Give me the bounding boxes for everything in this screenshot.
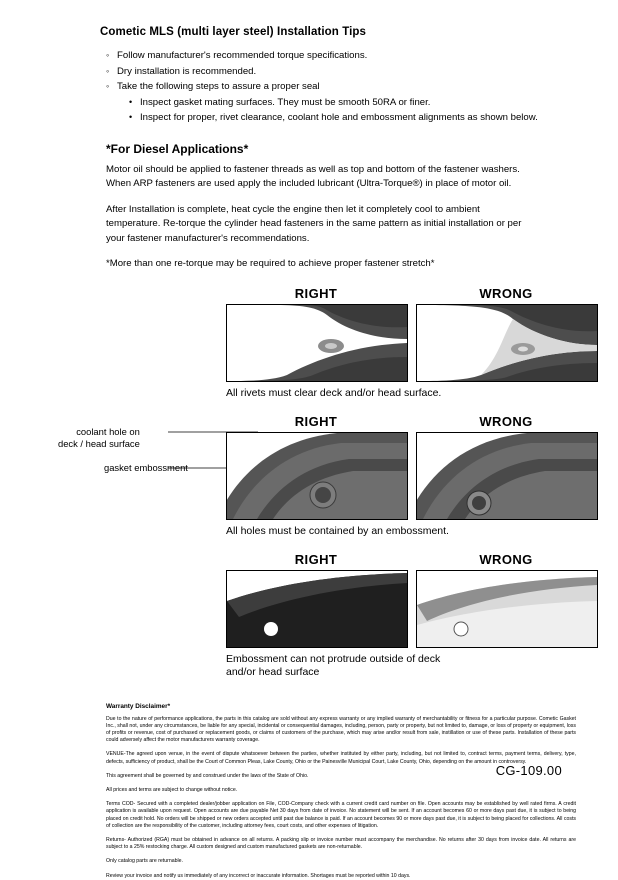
figure-section: [58, 285, 566, 679]
figure-label-right: RIGHT: [294, 551, 338, 567]
figure-group-holes: [58, 413, 566, 538]
figure-label-wrong: WRONG: [479, 551, 533, 567]
annotation-line-2: deck / head surface: [58, 437, 140, 449]
figure-label-right: RIGHT: [294, 413, 338, 429]
figure-right: [226, 286, 406, 382]
figure-caption-holes: All holes must be contained by an embossment.: [226, 524, 449, 537]
tips-sublist: [129, 95, 566, 126]
warranty-paragraph: Due to the nature of performance applications, the parts in this catalog are sold without any express warranty or any implied warranty of merchantability or fitness for a particular purpose. Cometic Gasket Inc., shall not, under any circumstances, be liable for any special, incidental or consequential damages, including, person, party or property, but not limited to, damage, or loss of property or equipment, loss of profits or revenue, cost of purchased or replacement goods, or claims of customers of the purchase, which may arise and/or result from sale, instillation or use of these parts. Installation of these parts could adversely affect the motor manufacturers warranty coverage.: [106, 715, 576, 744]
figure-group-rivets: [226, 286, 566, 400]
caption-line-1: Embossment can not protrude outside of deck: [226, 652, 441, 665]
tips-list: [106, 48, 566, 126]
warranty-paragraph: All prices and terms are subject to change without notice.: [106, 786, 238, 793]
figure-label-wrong: WRONG: [479, 413, 533, 429]
list-item: ◦ Dry installation is recommended.: [106, 64, 566, 80]
figure-right: [226, 552, 406, 648]
page-title: Cometic MLS (multi layer steel) Installation Tips: [100, 26, 367, 38]
warranty-paragraph: VENUE-The agreed upon venue, in the event of dispute whatsoever between the parties, whether instituted by either party, including, but not limited to, contract terms, payment terms, delivery, type, defects, sufficiency of product, shall be the Court of Common Pleas, Lake County, Ohio or the Painesville Municipal Court, Lake County, Ohio, depending on the amount in controversy.: [106, 751, 576, 765]
caption-line-2: and/or head surface: [226, 665, 320, 678]
document-number: CG-109.00: [495, 763, 562, 778]
warranty-paragraph: Review your invoice and notify us immediately of any incorrect or inaccurate information. Shortages must be reported within 10 days.: [106, 872, 411, 879]
warranty-paragraph: Terms COD- Secured with a completed dealer/jobber application on File, COD-Company check with a current credit card number on file. Open accounts may be established by well rated firms. A credit application is available upon request. Open accounts are due payable Net 30 days from date of invoice. No statement will be sent. If an account becomes 60 or more days past due, it is subject to being placed on credit hold. No orders will be shipped or new orders accepted until past due balance is paid. If an account becomes 90 or more days past due, it is subject to being placed for collections. All costs of collection are the responsibility of the customer, including attorney fees, court costs, and other expenses of litigation.: [106, 801, 576, 829]
figure-image-emboss-right: [226, 570, 408, 648]
figure-caption-rivets: All rivets must clear deck and/or head surface.: [226, 386, 442, 399]
list-item-label: Take the following steps to assure a proper seal: [117, 81, 320, 92]
list-item: • Inspect for proper, rivet clearance, coolant hole and embossment alignments as shown below.: [129, 110, 566, 126]
figure-group-embossment: [226, 552, 566, 679]
figure-image-rivet-wrong: [416, 304, 598, 382]
figure-image-hole-right: [226, 432, 408, 520]
warranty-heading: Warranty Disclaimer*: [106, 702, 171, 710]
list-item: [106, 79, 566, 126]
figure-wrong: [416, 414, 596, 520]
figure-image-emboss-wrong: [416, 570, 598, 648]
figure-wrong: [416, 286, 596, 382]
warranty-paragraph: Returns- Authorized (RGA) must be obtained in advance on all returns. A packing slip or invoice number must accompany the merchandise. No returns after 30 days from invoice date. All returns are subject to a 25% restocking charge. All custom designed and custom manufactured gaskets are non-returnable.: [106, 836, 576, 851]
annotation-gasket-embossment: gasket embossment: [104, 461, 188, 473]
paragraph-retorque-note: *More than one re-torque may be required to achieve proper fastener stretch*: [106, 258, 435, 269]
figure-image-hole-wrong: [416, 432, 598, 520]
figure-image-rivet-right: [226, 304, 408, 382]
warranty-paragraph: This agreement shall be governed by and construed under the laws of the State of Ohio.: [106, 772, 309, 779]
annotation-line-1: coolant hole on: [76, 425, 140, 437]
figure-wrong: [416, 552, 596, 648]
figure-label-wrong: WRONG: [479, 285, 533, 301]
warranty-section: [106, 703, 576, 880]
figure-label-right: RIGHT: [294, 285, 338, 301]
list-item: • Inspect gasket mating surfaces. They must be smooth 50RA or finer.: [129, 95, 566, 111]
section-heading-diesel: *For Diesel Applications*: [106, 141, 249, 156]
annotation-coolant-hole: [58, 426, 140, 450]
figure-row: [226, 286, 566, 382]
list-item: ◦ Follow manufacturer's recommended torque specifications.: [106, 48, 566, 64]
paragraph-heat-cycle: After Installation is complete, heat cycle the engine then let it completely cool to ambient temperature. Re-torque the cylinder head fasteners in the same pattern as initial installation or per your fastener manufacturer's recommendations.: [106, 203, 522, 244]
warranty-paragraph: Only catalog parts are returnable.: [106, 858, 183, 865]
figure-caption-embossment: [226, 653, 566, 679]
paragraph-motor-oil: Motor oil should be applied to fastener threads as well as top and bottom of the fastener washers. When ARP fasteners are used apply the included lubricant (Ultra-Torque®) in place of motor oil.: [106, 163, 520, 189]
figure-row: [226, 552, 566, 648]
